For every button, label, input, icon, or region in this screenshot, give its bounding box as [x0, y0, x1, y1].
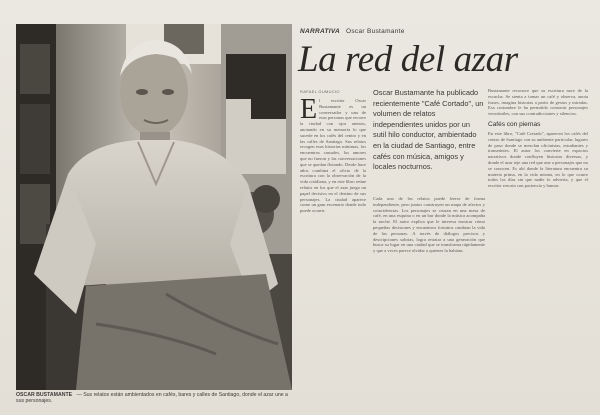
caption-credit: OSCAR BUSTAMANTE: [16, 392, 73, 398]
headline: La red del azar: [298, 39, 518, 80]
column-3-text-2: En este libro, "Café Cortado", aparecen los cafés del centro de Santiago con su ambiente particular, lugares de paso donde se mezclan oficinistas, estudiantes y transeúntes. El autor los convierte en espacios narrativos donde confluyen historias diversas, y donde el azar teje una red que une a personajes que no se conocen. Es ahí donde la literatura encuentra su materia prima, en la vida misma, en lo que ocurre todos los días sin que nadie lo advierta, y que el escritor rescata con paciencia y humor.: [488, 130, 588, 189]
column-3-text: Bustamante reconoce que su escritura nace de la escucha. Se sienta a tomar un café y observa, anota frases, imagina historias a partir de gestos y miradas. Esa costumbre le ha permitido construir personajes verosímiles, con sus contradicciones y silencios.: [488, 88, 588, 117]
kicker-author: Oscar Bustamante: [346, 28, 405, 35]
caption-text: — Sus relatos están ambientados en cafés, bares y calles de Santiago, donde el azar une a sus personajes.: [16, 392, 288, 405]
body-column-2: [373, 196, 485, 412]
column-3-subhead: Cafés con piernas: [488, 120, 541, 128]
section-label: NARRATIVA: [300, 28, 341, 35]
column-2-text: Cada uno de los relatos puede leerse de forma independiente, pero juntos construyen un mapa de afectos y coincidencias. Los personajes se cruzan en una mesa de café, en una esquina o en un bar donde la música acompaña la noche. El autor explica que le interesa mostrar cómo pequeñas decisiones y encuentros fortuitos cambian la vida de las personas. A través de diálogos precisos y descripciones sobrias, logra retratar a una generación que busca su lugar en una ciudad que se transforma rápidamente y que a veces parece olvidar a quienes la habitan.: [373, 196, 485, 254]
column-1-text: l escritor Oscar Bustamante es un conversador y una de esas personas que recorre la ciudad con ojos atentos, anotando en su memoria lo que sucede en los cafés del centro y en las calles de Santiago. Sus relatos recogen esas historias mínimas, los encuentros casuales, los amores que no fueron y las conversaciones que se quedan flotando. Desde hace años combina el oficio de la escritura con la observación de la vida cotidiana, y en este libro reúne relatos en los que el azar juega un papel decisivo en el destino de sus personajes. La ciudad aparece como un gran escenario donde todo puede ocurrir.: [300, 98, 366, 214]
section-kicker: [300, 27, 405, 36]
body-column-3: [488, 88, 588, 412]
lead-paragraph: Oscar Bustamante ha publicado recientemente "Café Cortado", un volumen de relatos independientes unidos por un sutil hilo conductor, ambientado en la ciudad de Santiago, entre cafés con música, amigos y locales nocturnos.: [373, 88, 484, 172]
photo-caption: [16, 392, 292, 412]
author-photo: [16, 24, 292, 390]
byline: RAFAEL GUMUCIO: [300, 89, 340, 94]
body-column-1: [300, 98, 366, 412]
drop-cap: E: [300, 98, 318, 125]
